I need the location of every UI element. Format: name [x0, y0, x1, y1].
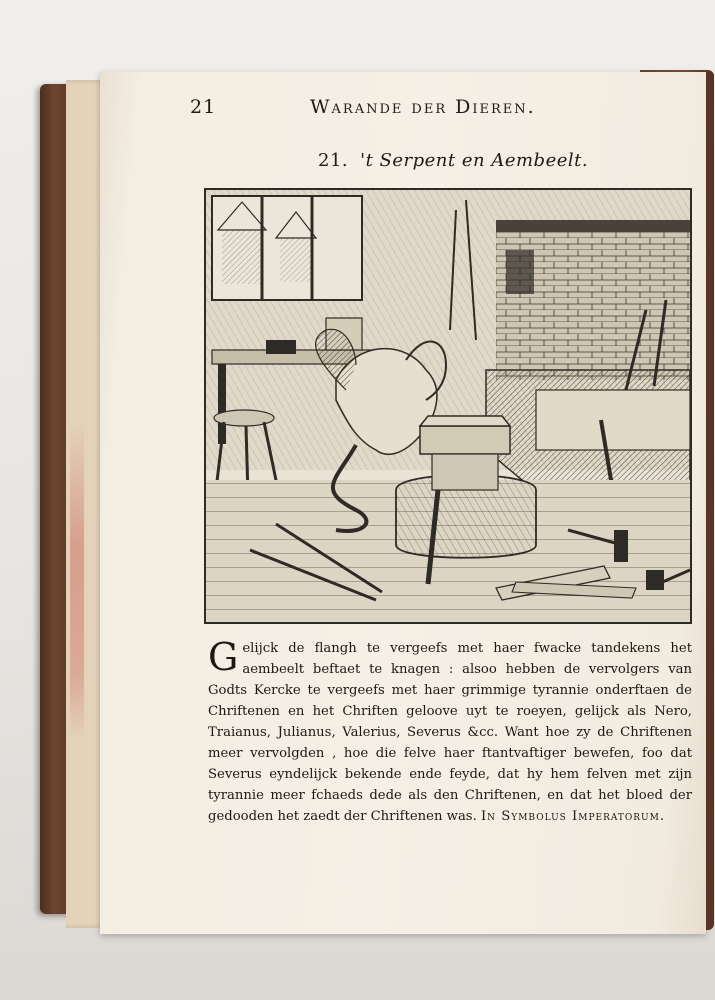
- fable-moral-text: [208, 635, 692, 827]
- fable-number: 21.: [318, 150, 349, 171]
- engraving-plate: [204, 188, 692, 624]
- page-number: 21: [190, 96, 217, 118]
- fable-title-text: 't Serpent en Aembeelt.: [360, 150, 589, 171]
- page-edge-stain: [70, 420, 84, 740]
- drop-cap-letter: G: [208, 635, 239, 679]
- source-citation: In Symbolus Imperatorum.: [480, 809, 666, 824]
- engraving-illustration: [206, 190, 690, 622]
- running-title: Warande der Dieren.: [310, 96, 536, 118]
- fable-moral-paragraph: elijck de flangh te vergeefs met haer fwacke tandekens het aembeelt beftaet te knagen : alsoo hebben de vervolgers van Godts Kercke te vergeefs met haer grimmige tyrannie onderftaen de Chriftenen en het Chriften geloove uyt te roeyen, gelijck als Nero, Traianus, Julianus, Valerius, Severus &cc. Want hoe zy de Chriftenen meer vervolgden , hoe die felve haer ftantvaftiger bewefen, foo dat Severus eyndelijck bekende ende feyde, dat hy hem felven met zijn tyrannie meer fchaeds dede als den Chriftenen, en dat het bloed der gedooden het zaedt der Chriftenen was.: [208, 641, 692, 824]
- fable-title: [318, 150, 588, 171]
- page-header: [190, 96, 600, 126]
